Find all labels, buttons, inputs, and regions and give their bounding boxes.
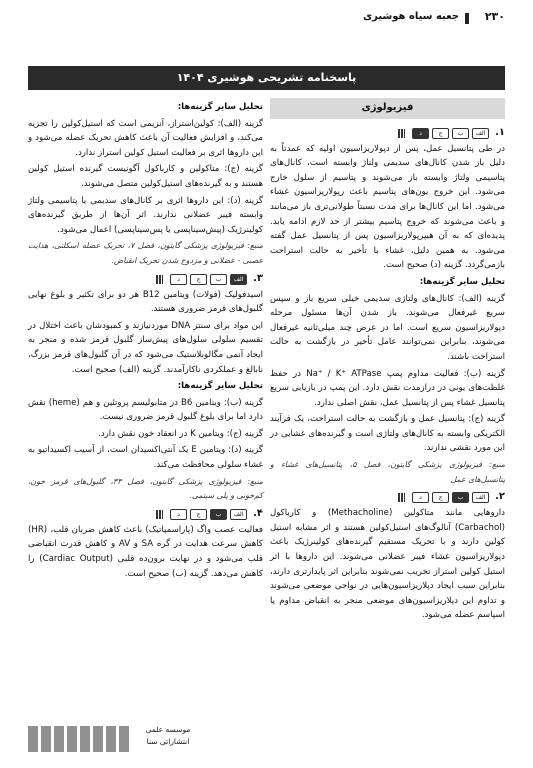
answer-key-banner: پاسخنامه تشریحی هوشیری ۱۴۰۴ <box>28 66 505 90</box>
option-analysis: گزینه (الف): کولین‌استراز، آنزیمی است که استیل‌کولین را تجزیه می‌کند، و افزایش فعالیت آن باعث کاهش تحریک عضله می‌شود و این داروها اثری بر فعالیت استیل کولین استراز ندارد. <box>28 118 263 158</box>
question-2-header <box>270 491 505 504</box>
section-title: فیزیولوژی <box>270 98 505 119</box>
analysis-title: تحلیل سایر گزینه‌ها: <box>419 276 505 287</box>
option-analysis: گزینه (الف): کانال‌های ولتاژی سدیمی خیلی سریع باز و سپس سریع غیرفعال می‌شوند. باز شدن آن‌ها مسئول مرحله دپولاریزاسیون سریع است. اما در عرض چند میلی‌ثانیه غیرفعال می‌شوند، بنابراین نمی‌توانند عامل تأخیر در بازگشت به حالت استراحت باشند. <box>270 293 505 362</box>
answer-paragraph: فعالیت عصب واگ (پاراسمپاتیک) باعث کاهش ضربان قلب، (HR) کاهش سرعت هدایت در گره SA و AV و کاهش قدرت انقباضی قلب می‌شود و در نهایت برون‌ده قلبی (Cardiac Output) را کاهش می‌دهد. گزینه (ب) صحیح است. <box>28 524 263 579</box>
option-chip: ج <box>190 509 207 520</box>
analysis-title: تحلیل سایر گزینه‌ها: <box>177 381 263 392</box>
correct-option-chip: د <box>412 128 429 139</box>
option-analysis: گزینه (د): این داروها اثری بر کانال‌های سدیمی یا پتاسیمی ولتاژ وابسته فیبر عضلانی ندارند. اثر آن‌ها از طریق گیرنده‌های کولینرژیک (پیش‌سیناپسی یا پس‌سیناپسی) اعمال می‌شود. <box>28 195 263 235</box>
question-number: ۲. <box>495 491 505 503</box>
option-analysis: گزینه (ب): ویتامین B6 در متابولیسم پروتئین و هم (heme) نقش دارد اما برای بلوغ گلبول قرمز ضروری نیست. <box>28 397 264 423</box>
option-analysis: گزینه (ب): فعالیت مداوم پمپ Na⁺ / K⁺ ATPase در حفظ غلظت‌های یونی در درازمدت نقش دارد. این پمپ در بازیابی سریع پتانسیل غشاء پس از پتانسیل عمل، نقش اصلی ندارد. <box>270 368 505 408</box>
header-divider <box>465 13 469 24</box>
option-chip: ج <box>190 274 207 285</box>
option-analysis: گزینه (ج): متاکولین و کارباکول آگونیست گیرنده استیل کولین هستند و به گیرنده‌های استیل‌کولین متصل می‌شوند. <box>28 164 263 189</box>
question-1-header <box>270 127 505 140</box>
answer-paragraph: این مواد برای سنتز DNA موردنیازند و کمبودشان باعث اختلال در تقسیم سلولی سلول‌های پیش‌ساز گلبول قرمز شده و منجر به ایجاد آنمی مگالوبلاستیک می‌شود که در آن گلبول‌های قرمز بزرگ، نابالغ و عملکردی ناکارآمدند. گزینه (الف) صحیح است. <box>28 320 263 375</box>
option-chip: د <box>412 492 429 503</box>
difficulty-icon <box>156 510 163 519</box>
source-note: منبع: فیزیولوژی پزشکی گایتون، فصل ۳۳، گلبول‌های قرمز خون، کم‌خونی و پلی سیتمی. <box>28 476 263 501</box>
publisher-footer <box>28 724 198 754</box>
analysis-title: تحلیل سایر گزینه‌ها: <box>177 102 263 112</box>
option-chip: ب <box>452 128 469 139</box>
option-chip: الف <box>230 509 247 520</box>
right-column <box>270 98 505 625</box>
option-chip: د <box>170 509 187 520</box>
option-chip: ب <box>210 274 227 285</box>
option-chip: الف <box>472 492 489 503</box>
option-chip: د <box>170 274 187 285</box>
option-chip: الف <box>472 128 489 139</box>
answer-paragraph: داروهایی مانند متاکولین (Methacholine) و کارباکول (Carbachol) آنالوگ‌های استیل‌کولین هستند و اثر مشابه استیل کولین دارند و با تحریک مستقیم گیرنده‌های کولینرژیک باعث دپولاریزاسیون غشاء فیبر عضلانی می‌شوند. این داروها با اثر استیل کولین استراز تخریب نمی‌شوند بنابراین اثر پایدارتری دارند، بنابراین سبب ایجاد دپلاریزاسیون‌هایی در نواحی موضعی می‌شوند و تداوم این دپلاریزاسیون‌های موضعی منجر به انقباض مداوم یا اسپاسم عضله می‌شود. <box>270 508 505 621</box>
correct-option-chip: ب <box>210 509 227 520</box>
book-title: جعبه سیاه هوشیری <box>362 11 459 22</box>
option-analysis: گزینه (د): ویتامین E یک آنتی‌اکسیدان است، از آسیب اکسیداتیو به غشاء سلولی محافظت می‌کند. <box>28 445 263 471</box>
correct-option-chip: ب <box>452 492 469 503</box>
difficulty-icon <box>398 493 405 502</box>
publisher-pattern-icon <box>28 726 132 752</box>
question-number: ۱. <box>495 126 505 138</box>
difficulty-icon <box>398 129 405 138</box>
option-chip: ج <box>432 492 449 503</box>
source-note: منبع: فیزیولوژی پزشکی گایتون، فصل ۵، پتانسیل‌های غشاء و پتانسیل‌های عمل <box>270 460 505 484</box>
answer-paragraph: در طی پتانسیل عمل، پس از دپولاریزاسیون اولیه که عمدتاً به دلیل باز شدن کانال‌های سدیمی ولتاژ وابسته است، کانال‌های پتاسیمی ولتاژ وابسته باز می‌شوند و پتاسیم از سلول خارج می‌شود. این خروج یون‌های پتاسیم باعث رپولاریزاسیون غشاء می‌شود. اما این کانال‌ها برای مدت نسبتاً طولانی‌تری باز می‌مانند و باعث می‌شوند که خروج پتاسیم بیشتر از حد لازم ادامه یابد. پدیده‌ای که به آن هیپرپولاریزاسیون پس از پتانسیل عمل گفته می‌شود. به همین دلیل، غشاء با تأخیر به حالت استراحت بازمی‌گردد. گزینه (د) صحیح است. <box>270 143 505 271</box>
publisher-line: انتشاراتی سنا <box>146 737 190 746</box>
correct-option-chip: الف <box>230 274 247 285</box>
page-number: ۲۳۰ <box>484 10 505 23</box>
question-4-header <box>28 508 263 521</box>
question-number: ۴. <box>253 508 263 520</box>
publisher-line: موسسه علمی <box>145 725 191 734</box>
question-3-header <box>28 273 263 286</box>
publisher-name <box>138 724 198 748</box>
answer-paragraph: اسیدفولیک (فولات) ویتامین B12 هر دو برای تکثیر و بلوغ نهایی گلبول‌های قرمز ضروری هستند. <box>28 289 264 315</box>
page-header <box>28 10 505 28</box>
difficulty-icon <box>156 275 163 284</box>
source-note: منبع: فیزیولوژی پزشکی گایتون، فصل ۷، تحریک عضله اسکلتی، هدایت عصبی - عضلانی و مزدوج شدن تحریک انقباض. <box>28 241 263 265</box>
option-analysis: گزینه (ج): ویتامین K در انعقاد خون نقش دارد. <box>98 428 263 439</box>
left-column <box>28 98 263 583</box>
question-number: ۳. <box>253 272 263 284</box>
option-chip: ج <box>432 128 449 139</box>
option-analysis: گزینه (ج): پتانسیل عمل و بازگشت به حالت استراحت، یک فرآیند الکتریکی وابسته به کانال‌های ولتاژی است و گیرنده‌های غشایی در این مورد نقشی ندارند. <box>270 414 505 454</box>
